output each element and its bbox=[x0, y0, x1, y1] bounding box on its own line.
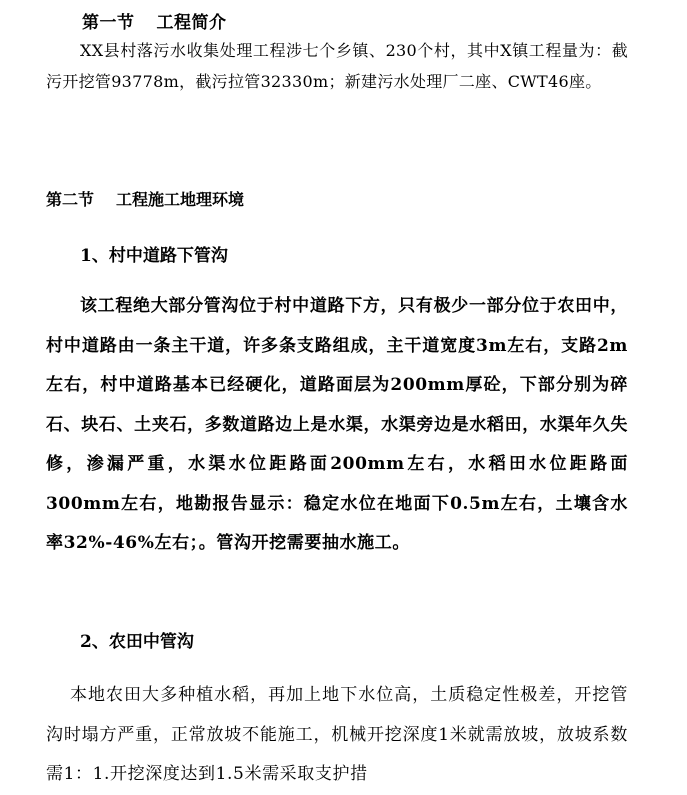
section-1-number: 第一节 bbox=[82, 13, 135, 33]
section-2-title: 工程施工地理环境 bbox=[116, 190, 245, 209]
section-1-heading bbox=[82, 8, 227, 33]
section-2-number: 第二节 bbox=[46, 190, 95, 209]
section-2-heading bbox=[46, 187, 244, 210]
subsection-1-heading: 1、村中道路下管沟 bbox=[80, 246, 228, 266]
subsection-1-paragraph: 该工程绝大部分管沟位于村中道路下方，只有极少一部分位于农田中，村中道路由一条主干道，许多条支路组成，主干道宽度3m左右，支路2m左右，村中道路基本已经硬化，道路面层为200mm厚砼，下部分别为碎石、块石、土夹石，多数道路边上是水渠，水渠旁边是水稻田，水渠年久失修，渗漏严重，水渠水位距路面200mm左右，水稻田水位距路面300mm左右，地勘报告显示：稳定水位在地面下0.5m左右，土壤含水率32%-46%左右；。管沟开挖需要抽水施工。 bbox=[46, 296, 628, 553]
subsection-2-paragraph: 本地农田大多种植水稻，再加上地下水位高，土质稳定性极差，开挖管沟时塌方严重，正常放坡不能施工，机械开挖深度1米就需放坡，放坡系数需1：1.开挖深度达到1.5米需采取支护措 bbox=[46, 685, 628, 784]
subsection-2-heading: 2、农田中管沟 bbox=[80, 632, 194, 652]
section-1-paragraph: XX县村落污水收集处理工程涉七个乡镇、230个村，其中X镇工程量为：截污开挖管93778m，截污拉管32330m；新建污水处理厂二座、CWT46座。 bbox=[46, 41, 628, 91]
section-1-title: 工程简介 bbox=[156, 13, 227, 33]
